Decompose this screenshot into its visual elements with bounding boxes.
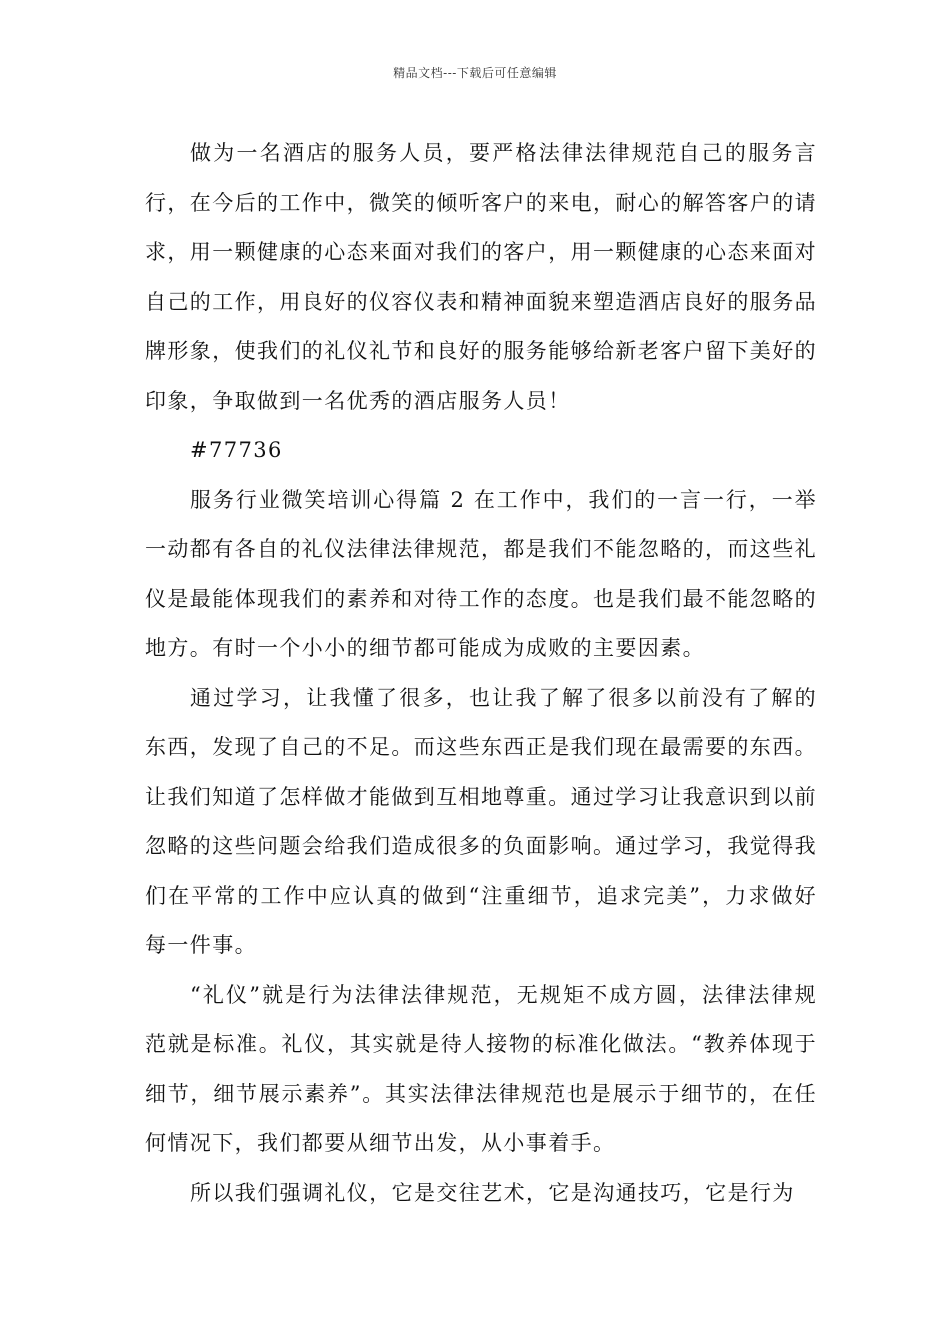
paragraph-5: 所以我们强调礼仪，它是交往艺术，它是沟通技巧，它是行为 — [190, 1180, 795, 1205]
paragraph-4: “礼仪”就是行为法律法律规范，无规矩不成方圆，法律法律规范就是标准。礼仪，其实就是待人接物的标准化做法。“教养体现于细节，细节展示素养”。其实法律法律规范也是展示于细节的，在任何情况下，我们都要从细节出发，从小事着手。 — [145, 982, 817, 1155]
paragraph-2: 服务行业微笑培训心得篇 2 在工作中，我们的一言一行，一举一动都有各自的礼仪法律法律规范，都是我们不能忽略的，而这些礼仪是最能体现我们的素养和对待工作的态度。也是我们最不能忽略的地方。有时一个小小的细节都可能成为成败的主要因素。 — [145, 487, 817, 660]
paragraph-3: 通过学习，让我懂了很多，也让我了解了很多以前没有了解的东西，发现了自己的不足。而这些东西正是我们现在最需要的东西。让我们知道了怎样做才能做到互相地尊重。通过学习让我意识到以前忽略的这些问题会给我们造成很多的负面影响。通过学习，我觉得我们在平常的工作中应认真的做到“注重细节，追求完美”，力求做好每一件事。 — [145, 685, 817, 957]
paragraph-1: 做为一名酒店的服务人员，要严格法律法律规范自己的服务言行，在今后的工作中，微笑的倾听客户的来电，耐心的解答客户的请求，用一颗健康的心态来面对我们的客户，用一颗健康的心态来面对自己的工作，用良好的仪容仪表和精神面貌来塑造酒店良好的服务品牌形象，使我们的礼仪礼节和良好的服务能够给新老客户留下美好的印象，争取做到一名优秀的酒店服务人员！ — [145, 141, 817, 413]
paragraph-doc-id: #77736 — [190, 438, 283, 462]
document-body — [145, 129, 817, 1218]
page-header: 精品文档---下载后可任意编辑 — [393, 66, 557, 80]
